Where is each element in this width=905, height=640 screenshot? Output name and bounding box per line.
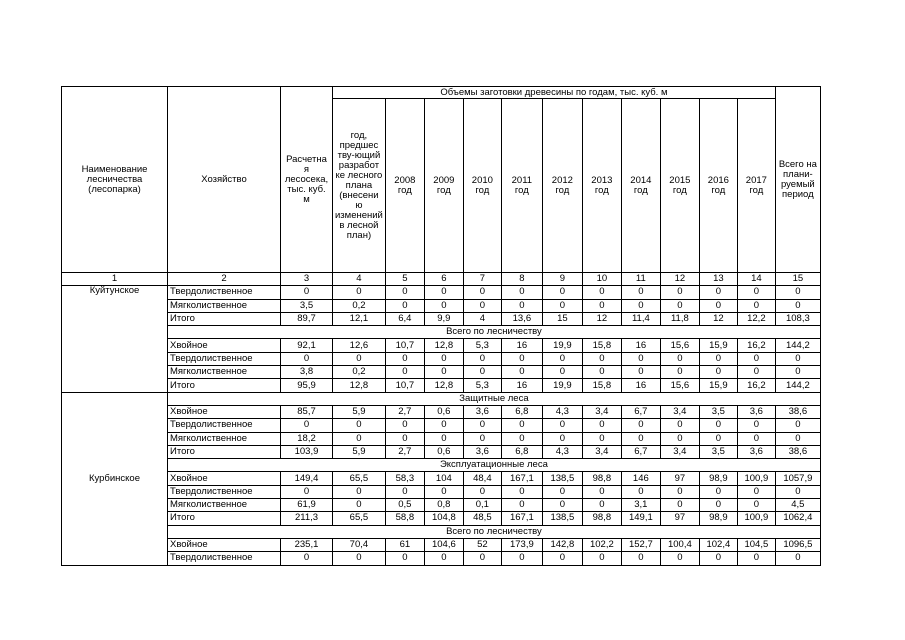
value-cell: 0	[660, 366, 699, 379]
value-cell: 0	[281, 352, 333, 365]
value-cell: 48,5	[463, 512, 501, 525]
value-cell: 138,5	[542, 472, 582, 485]
value-cell: 0	[424, 419, 463, 432]
value-cell: 0	[501, 552, 542, 565]
value-cell: 4,5	[775, 499, 820, 512]
table-row	[62, 339, 821, 352]
value-cell: 0	[660, 419, 699, 432]
col-number: 10	[582, 273, 621, 286]
value-cell: 97	[660, 472, 699, 485]
value-cell: 0	[775, 352, 820, 365]
value-cell: 12,8	[424, 379, 463, 392]
value-cell: 58,3	[385, 472, 424, 485]
value-cell: 38,6	[775, 405, 820, 418]
farm-kind: Твердолиственное	[168, 552, 281, 565]
col-number: 14	[737, 273, 775, 286]
value-cell: 0	[424, 552, 463, 565]
farm-kind: Хвойное	[168, 405, 281, 418]
value-cell: 3,1	[621, 499, 660, 512]
value-cell: 0	[660, 299, 699, 312]
value-cell: 0	[582, 552, 621, 565]
block-title-row	[62, 459, 821, 472]
value-cell: 1062,4	[775, 512, 820, 525]
harvest-volume-table	[61, 86, 821, 566]
block-title: Всего по лесничеству	[168, 525, 821, 538]
value-cell: 15,9	[699, 379, 737, 392]
value-cell: 98,8	[582, 512, 621, 525]
col-header-allowable-cut: Расчетна я лесосека, тыс. куб. м	[281, 87, 333, 273]
value-cell: 0	[660, 286, 699, 299]
block-title: Защитные леса	[168, 392, 821, 405]
value-cell: 65,5	[333, 472, 386, 485]
value-cell: 2,7	[385, 445, 424, 458]
value-cell: 104,5	[737, 538, 775, 551]
value-cell: 0	[281, 419, 333, 432]
value-cell: 16	[501, 379, 542, 392]
col-header-year: 2012 год	[542, 99, 582, 273]
table-row	[62, 445, 821, 458]
value-cell: 0,6	[424, 405, 463, 418]
table-row	[62, 512, 821, 525]
value-cell: 0	[542, 352, 582, 365]
value-cell: 0	[660, 352, 699, 365]
value-cell: 5,9	[333, 445, 386, 458]
value-cell: 0	[385, 485, 424, 498]
value-cell: 0	[424, 485, 463, 498]
value-cell: 0	[463, 432, 501, 445]
value-cell: 58,8	[385, 512, 424, 525]
value-cell: 15,6	[660, 379, 699, 392]
value-cell: 15	[542, 312, 582, 325]
value-cell: 235,1	[281, 538, 333, 551]
col-number: 5	[385, 273, 424, 286]
value-cell: 10,7	[385, 379, 424, 392]
col-number: 8	[501, 273, 542, 286]
value-cell: 0	[542, 299, 582, 312]
value-cell: 16	[621, 379, 660, 392]
value-cell: 0	[542, 485, 582, 498]
value-cell: 0	[737, 485, 775, 498]
table-row	[62, 405, 821, 418]
col-header-forestry: Наименование лесничества (лесопарка)	[62, 87, 168, 273]
col-header-total: Всего на плани-руемый период	[775, 87, 820, 273]
value-cell: 0	[737, 432, 775, 445]
value-cell: 0	[501, 299, 542, 312]
value-cell: 167,1	[501, 472, 542, 485]
value-cell: 12,8	[424, 339, 463, 352]
value-cell: 0	[699, 286, 737, 299]
value-cell: 0,2	[333, 366, 386, 379]
value-cell: 0	[621, 299, 660, 312]
value-cell: 0	[737, 419, 775, 432]
value-cell: 3,5	[699, 445, 737, 458]
value-cell: 0	[542, 499, 582, 512]
value-cell: 0	[737, 299, 775, 312]
col-number: 7	[463, 273, 501, 286]
value-cell: 12,8	[333, 379, 386, 392]
farm-kind: Хвойное	[168, 339, 281, 352]
value-cell: 0	[463, 419, 501, 432]
value-cell: 0	[463, 286, 501, 299]
value-cell: 0	[699, 485, 737, 498]
value-cell: 18,2	[281, 432, 333, 445]
value-cell: 0	[775, 552, 820, 565]
value-cell: 0	[501, 419, 542, 432]
col-header-year: 2010 год	[463, 99, 501, 273]
value-cell: 0	[775, 299, 820, 312]
table-row	[62, 299, 821, 312]
value-cell: 6,8	[501, 445, 542, 458]
value-cell: 0	[660, 432, 699, 445]
value-cell: 0	[699, 432, 737, 445]
value-cell: 0	[333, 552, 386, 565]
value-cell: 0	[699, 352, 737, 365]
col-header-year: 2014 год	[621, 99, 660, 273]
value-cell: 0	[737, 286, 775, 299]
farm-kind: Мягколиственное	[168, 432, 281, 445]
value-cell: 5,3	[463, 379, 501, 392]
value-cell: 0	[737, 499, 775, 512]
col-header-year: 2011 год	[501, 99, 542, 273]
value-cell: 5,9	[333, 405, 386, 418]
value-cell: 1096,5	[775, 538, 820, 551]
value-cell: 0	[621, 366, 660, 379]
value-cell: 0	[385, 366, 424, 379]
value-cell: 0	[737, 366, 775, 379]
table-row	[62, 552, 821, 565]
value-cell: 4,3	[542, 405, 582, 418]
value-cell: 0	[699, 419, 737, 432]
value-cell: 0	[775, 286, 820, 299]
value-cell: 92,1	[281, 339, 333, 352]
value-cell: 0,6	[424, 445, 463, 458]
table-row	[62, 286, 821, 299]
value-cell: 0,2	[333, 299, 386, 312]
value-cell: 0	[582, 299, 621, 312]
value-cell: 11,4	[621, 312, 660, 325]
value-cell: 0	[281, 552, 333, 565]
farm-kind: Твердолиственное	[168, 419, 281, 432]
value-cell: 3,4	[660, 445, 699, 458]
value-cell: 0	[775, 419, 820, 432]
value-cell: 12	[582, 312, 621, 325]
value-cell: 0	[333, 419, 386, 432]
value-cell: 15,9	[699, 339, 737, 352]
value-cell: 65,5	[333, 512, 386, 525]
value-cell: 0	[385, 286, 424, 299]
value-cell: 4	[463, 312, 501, 325]
value-cell: 98,9	[699, 472, 737, 485]
value-cell: 0	[699, 299, 737, 312]
col-header-farm: Хозяйство	[168, 87, 281, 273]
value-cell: 0	[463, 552, 501, 565]
block-title-row	[62, 392, 821, 405]
value-cell: 0	[660, 499, 699, 512]
value-cell: 3,8	[281, 366, 333, 379]
value-cell: 0	[385, 419, 424, 432]
value-cell: 0,8	[424, 499, 463, 512]
value-cell: 0	[660, 552, 699, 565]
value-cell: 144,2	[775, 379, 820, 392]
value-cell: 52	[463, 538, 501, 551]
value-cell: 4,3	[542, 445, 582, 458]
value-cell: 102,2	[582, 538, 621, 551]
value-cell: 0	[385, 432, 424, 445]
value-cell: 0	[463, 299, 501, 312]
col-number: 9	[542, 273, 582, 286]
forestry-name: Курбинское	[62, 392, 168, 565]
value-cell: 100,9	[737, 512, 775, 525]
farm-kind: Хвойное	[168, 472, 281, 485]
value-cell: 6,7	[621, 445, 660, 458]
value-cell: 15,8	[582, 339, 621, 352]
value-cell: 142,8	[542, 538, 582, 551]
value-cell: 149,4	[281, 472, 333, 485]
value-cell: 1057,9	[775, 472, 820, 485]
value-cell: 0	[424, 366, 463, 379]
value-cell: 3,5	[281, 299, 333, 312]
value-cell: 0	[775, 432, 820, 445]
table-row	[62, 352, 821, 365]
value-cell: 5,3	[463, 339, 501, 352]
value-cell: 16,2	[737, 379, 775, 392]
value-cell: 19,9	[542, 339, 582, 352]
col-header-year: 2017 год	[737, 99, 775, 273]
value-cell: 152,7	[621, 538, 660, 551]
value-cell: 167,1	[501, 512, 542, 525]
value-cell: 19,9	[542, 379, 582, 392]
col-header-year: 2008 год	[385, 99, 424, 273]
value-cell: 0	[699, 499, 737, 512]
farm-kind: Мягколиственное	[168, 366, 281, 379]
col-number: 6	[424, 273, 463, 286]
value-cell: 89,7	[281, 312, 333, 325]
value-cell: 97	[660, 512, 699, 525]
value-cell: 0	[463, 366, 501, 379]
farm-kind: Твердолиственное	[168, 352, 281, 365]
value-cell: 16	[501, 339, 542, 352]
value-cell: 0	[542, 432, 582, 445]
farm-kind: Твердолиственное	[168, 286, 281, 299]
value-cell: 0	[501, 352, 542, 365]
value-cell: 104,6	[424, 538, 463, 551]
value-cell: 0	[582, 432, 621, 445]
col-number: 1	[62, 273, 168, 286]
value-cell: 0	[501, 366, 542, 379]
farm-kind: Итого	[168, 512, 281, 525]
value-cell: 3,4	[582, 445, 621, 458]
value-cell: 173,9	[501, 538, 542, 551]
value-cell: 0	[621, 432, 660, 445]
table-row	[62, 419, 821, 432]
value-cell: 13,6	[501, 312, 542, 325]
forestry-name: Куйтунское	[62, 286, 168, 392]
value-cell: 70,4	[333, 538, 386, 551]
value-cell: 103,9	[281, 445, 333, 458]
value-cell: 0	[621, 552, 660, 565]
value-cell: 102,4	[699, 538, 737, 551]
value-cell: 0	[542, 552, 582, 565]
value-cell: 0	[582, 499, 621, 512]
value-cell: 0	[582, 286, 621, 299]
value-cell: 11,8	[660, 312, 699, 325]
value-cell: 0	[333, 485, 386, 498]
value-cell: 0	[385, 352, 424, 365]
value-cell: 0	[424, 432, 463, 445]
col-number: 4	[333, 273, 386, 286]
value-cell: 0	[542, 366, 582, 379]
value-cell: 0	[424, 299, 463, 312]
value-cell: 3,6	[737, 445, 775, 458]
value-cell: 0	[333, 352, 386, 365]
value-cell: 0	[424, 286, 463, 299]
value-cell: 9,9	[424, 312, 463, 325]
value-cell: 0	[621, 485, 660, 498]
value-cell: 6,8	[501, 405, 542, 418]
value-cell: 15,6	[660, 339, 699, 352]
farm-kind: Итого	[168, 312, 281, 325]
col-number: 12	[660, 273, 699, 286]
farm-kind: Итого	[168, 445, 281, 458]
value-cell: 0	[281, 286, 333, 299]
value-cell: 149,1	[621, 512, 660, 525]
value-cell: 0	[463, 352, 501, 365]
value-cell: 3,5	[699, 405, 737, 418]
value-cell: 0	[737, 352, 775, 365]
table-body	[62, 286, 821, 565]
col-number: 2	[168, 273, 281, 286]
value-cell: 6,4	[385, 312, 424, 325]
value-cell: 6,7	[621, 405, 660, 418]
farm-kind: Хвойное	[168, 538, 281, 551]
value-cell: 0	[501, 286, 542, 299]
col-number: 15	[775, 273, 820, 286]
value-cell: 0	[621, 352, 660, 365]
value-cell: 0	[542, 286, 582, 299]
value-cell: 3,4	[582, 405, 621, 418]
table-row	[62, 379, 821, 392]
block-title-row	[62, 525, 821, 538]
value-cell: 0,1	[463, 499, 501, 512]
col-header-year: 2013 год	[582, 99, 621, 273]
col-header-volumes-title: Объемы заготовки древесины по годам, тыс. куб. м	[333, 87, 776, 99]
value-cell: 16,2	[737, 339, 775, 352]
value-cell: 144,2	[775, 339, 820, 352]
table-row	[62, 472, 821, 485]
value-cell: 2,7	[385, 405, 424, 418]
value-cell: 3,6	[463, 445, 501, 458]
table-row	[62, 366, 821, 379]
col-header-year: 2009 год	[424, 99, 463, 273]
value-cell: 12,1	[333, 312, 386, 325]
value-cell: 0	[501, 432, 542, 445]
value-cell: 16	[621, 339, 660, 352]
farm-kind: Твердолиственное	[168, 485, 281, 498]
table-row	[62, 432, 821, 445]
table-row	[62, 312, 821, 325]
value-cell: 211,3	[281, 512, 333, 525]
value-cell: 0	[582, 419, 621, 432]
value-cell: 3,6	[737, 405, 775, 418]
value-cell: 0	[621, 419, 660, 432]
value-cell: 0	[385, 552, 424, 565]
value-cell: 0	[333, 499, 386, 512]
farm-kind: Итого	[168, 379, 281, 392]
value-cell: 0	[737, 552, 775, 565]
value-cell: 100,9	[737, 472, 775, 485]
farm-kind: Мягколиственное	[168, 299, 281, 312]
col-number: 13	[699, 273, 737, 286]
value-cell: 0	[333, 286, 386, 299]
value-cell: 61,9	[281, 499, 333, 512]
value-cell: 0	[542, 419, 582, 432]
value-cell: 104,8	[424, 512, 463, 525]
value-cell: 38,6	[775, 445, 820, 458]
block-title: Всего по лесничеству	[168, 326, 821, 339]
table-row	[62, 485, 821, 498]
col-header-prev-year: год, предшес тву-ющий разработ ке лесного плана (внесени ю изменений в лесной план)	[333, 99, 386, 273]
table-row	[62, 499, 821, 512]
value-cell: 15,8	[582, 379, 621, 392]
value-cell: 0	[621, 286, 660, 299]
value-cell: 12,2	[737, 312, 775, 325]
farm-kind: Мягколиственное	[168, 499, 281, 512]
value-cell: 108,3	[775, 312, 820, 325]
value-cell: 10,7	[385, 339, 424, 352]
value-cell: 0	[699, 552, 737, 565]
block-title: Эксплуатационные леса	[168, 459, 821, 472]
col-header-year: 2016 год	[699, 99, 737, 273]
value-cell: 3,4	[660, 405, 699, 418]
value-cell: 0	[385, 299, 424, 312]
value-cell: 0	[501, 485, 542, 498]
col-header-year: 2015 год	[660, 99, 699, 273]
value-cell: 0	[501, 499, 542, 512]
value-cell: 0	[582, 366, 621, 379]
value-cell: 100,4	[660, 538, 699, 551]
value-cell: 0	[333, 432, 386, 445]
value-cell: 48,4	[463, 472, 501, 485]
col-number: 11	[621, 273, 660, 286]
value-cell: 12,6	[333, 339, 386, 352]
value-cell: 0	[775, 366, 820, 379]
value-cell: 138,5	[542, 512, 582, 525]
value-cell: 0	[463, 485, 501, 498]
value-cell: 0	[582, 352, 621, 365]
value-cell: 98,9	[699, 512, 737, 525]
value-cell: 0	[424, 352, 463, 365]
block-title-row	[62, 326, 821, 339]
value-cell: 0	[281, 485, 333, 498]
value-cell: 61	[385, 538, 424, 551]
value-cell: 0,5	[385, 499, 424, 512]
value-cell: 146	[621, 472, 660, 485]
value-cell: 3,6	[463, 405, 501, 418]
value-cell: 0	[775, 485, 820, 498]
value-cell: 104	[424, 472, 463, 485]
table-row	[62, 538, 821, 551]
value-cell: 95,9	[281, 379, 333, 392]
value-cell: 85,7	[281, 405, 333, 418]
col-number: 3	[281, 273, 333, 286]
value-cell: 12	[699, 312, 737, 325]
value-cell: 98,8	[582, 472, 621, 485]
value-cell: 0	[660, 485, 699, 498]
value-cell: 0	[699, 366, 737, 379]
value-cell: 0	[582, 485, 621, 498]
